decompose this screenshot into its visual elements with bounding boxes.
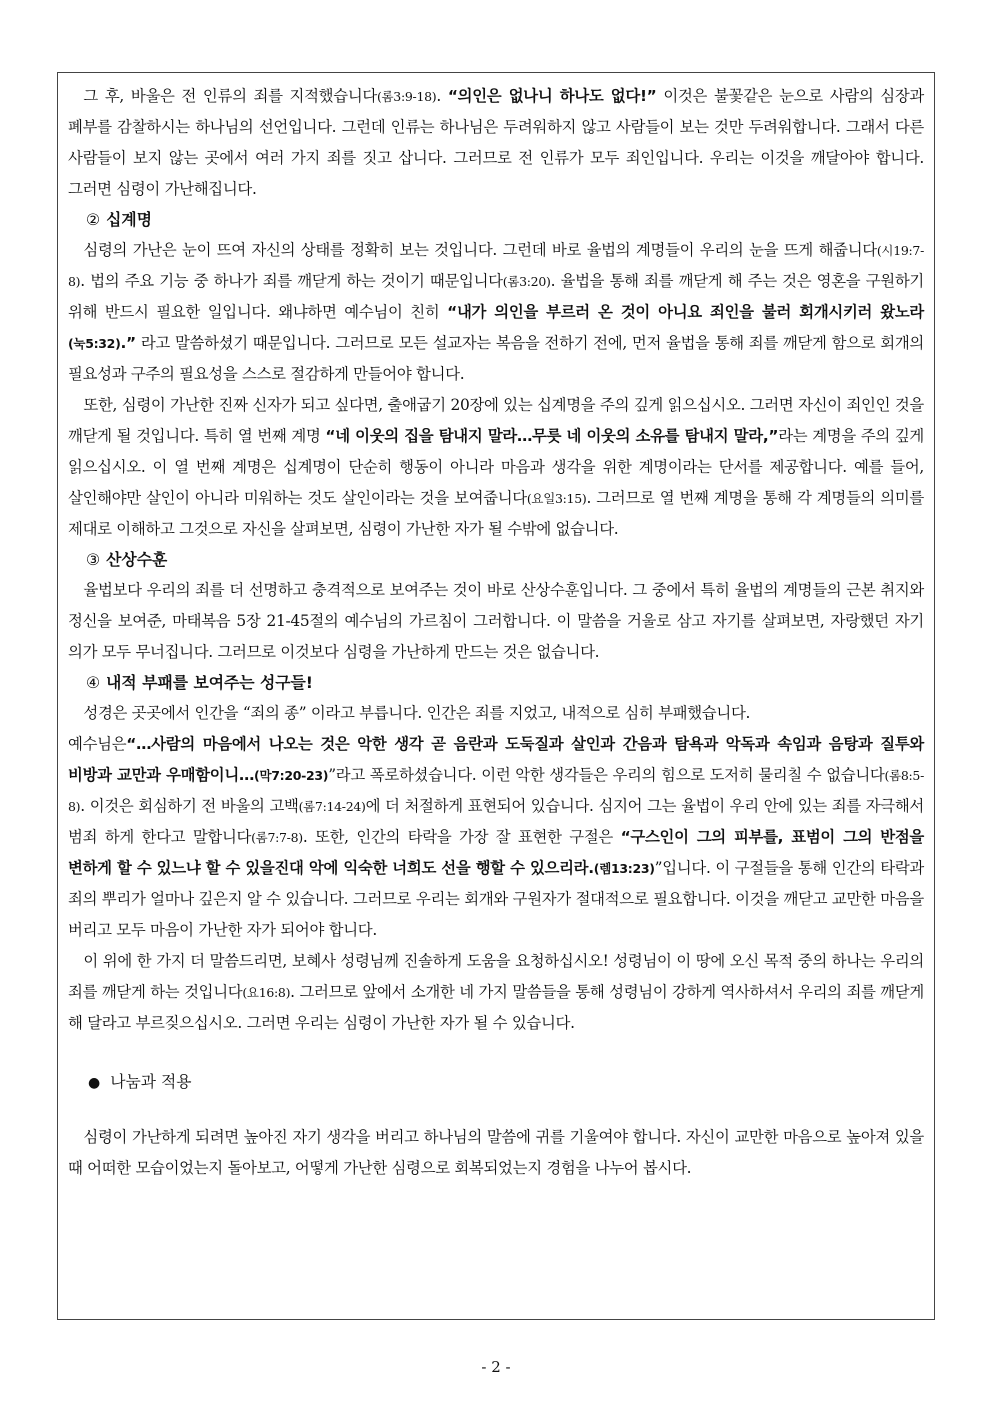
scripture-ref: (롬3:9-18) <box>376 89 437 104</box>
sharing-heading: ● 나눔과 적용 <box>88 1072 192 1091</box>
ten-commandments-paragraph-1: 심령의 가난은 눈이 뜨여 자신의 상태를 정확히 보는 것입니다. 그런데 바로 율법의 계명들이 우리의 눈을 뜨게 해줍니다(시19:7-8). 법의 주요 기능 중 하나가 죄를 깨닫게 하는 것이기 때문입니다(롬3:20). 율법을 통해 죄를 깨닫게 해 주는 것은 영혼을 구원하기 위해 반드시 필요한 일입니다. 왜냐하면 예수님이 친히 “내가 의인을 부르러 온 것이 아니요 죄인을 불러 회개시키러 왔노라(눅5:32).” 라고 말씀하셨기 때문입니다. 그러므로 모든 설교자는 복음을 전하기 전에, 먼저 율법을 통해 죄를 깨닫게 함으로 회개의 필요성과 구주의 필요성을 스스로 절감하게 만들어야 합니다. <box>68 241 924 383</box>
scripture-ref: (롬3:20) <box>502 274 551 289</box>
scripture-ref: (롬8:5-8) <box>68 768 924 814</box>
bullet-icon: ● <box>88 1075 101 1091</box>
section-heading-sermon-on-the-mount: ③ 산상수훈 <box>86 550 168 569</box>
scripture-ref: (롬7:14-24) <box>298 799 366 814</box>
intro-paragraph: 그 후, 바울은 전 인류의 죄를 지적했습니다(롬3:9-18). “의인은 없나니 하나도 없다!” 이것은 불꽃같은 눈으로 사람의 심장과 폐부를 감찰하시는 하나님의 선언입니다. 그런데 인류는 하나님은 두려워하지 않고 사람들이 보는 것만 두려워합니다. 그래서 다른 사람들이 보지 않는 곳에서 여러 가지 죄를 짓고 삽니다. 그러므로 전 인류가 모두 죄인입니다. 우리는 이것을 깨달아야 합니다. 그러면 심령이 가난해집니다. <box>68 87 924 198</box>
quote: “의인은 없나니 하나도 없다!” <box>447 87 657 105</box>
corruption-paragraph-1: 성경은 곳곳에서 인간을 “죄의 종” 이라고 부릅니다. 인간은 죄를 지었고, 내적으로 심히 부패했습니다. <box>83 704 751 722</box>
section-heading-ten-commandments: ② 십계명 <box>86 210 152 229</box>
quote: “내가 의인을 부르러 온 것이 아니요 죄인을 불러 회개시키러 왔노라(눅5:32).” <box>68 303 924 352</box>
corruption-paragraph-3: 이 위에 한 가지 더 말씀드리면, 보혜사 성령님께 진솔하게 도움을 요청하십시오! 성령님이 이 땅에 오신 목적 중의 하나는 우리의 죄를 깨닫게 하는 것입니다(요16:8). 그러므로 앞에서 소개한 네 가지 말씀들을 통해 성령님이 강하게 역사하셔서 우리의 죄를 깨닫게 해 달라고 부르짖으십시오. 그러면 우리는 심령이 가난한 자가 될 수 있습니다. <box>68 952 924 1032</box>
page-number: - 2 - <box>481 1358 511 1376</box>
sharing-paragraph: 심령이 가난하게 되려면 높아진 자기 생각을 버리고 하나님의 말씀에 귀를 기울여야 합니다. 자신이 교만한 마음으로 높아져 있을 때 어떠한 모습이었는지 돌아보고, 어떻게 가난한 심령으로 회복되었는지 경험을 나누어 봅시다. <box>68 1128 924 1177</box>
scripture-ref: (요일3:15) <box>526 491 587 506</box>
corruption-paragraph-2: 예수님은“…사람의 마음에서 나오는 것은 악한 생각 곧 음란과 도둑질과 살인과 간음과 탐욕과 악독과 속임과 음탕과 질투와 비방과 교만과 우매함이니…(막7:20-23)”라고 폭로하셨습니다. 이런 악한 생각들은 우리의 힘으로 도저히 물리칠 수 없습니다(롬8:5-8). 이것은 회심하기 전 바울의 고백(롬7:14-24)에 더 처절하게 표현되어 있습니다. 심지어 그는 율법이 우리 안에 있는 죄를 자극해서 범죄 하게 한다고 말합니다(롬7:7-8). 또한, 인간의 타락을 가장 잘 표현한 구절은 “구스인이 그의 피부를, 표범이 그의 반점을 변하게 할 수 있느냐 할 수 있을진대 악에 익숙한 너희도 선을 행할 수 있으리라.(렘13:23)”입니다. 이 구절들을 통해 인간의 타락과 죄의 뿌리가 얼마나 깊은지 알 수 있습니다. 그러므로 우리는 회개와 구원자가 절대적으로 필요합니다. 이것을 깨닫고 교만한 마음을 버리고 모두 마음이 가난한 자가 되어야 합니다. <box>68 735 924 939</box>
section-heading-inner-corruption: ④ 내적 부패를 보여주는 성구들! <box>86 673 313 692</box>
quote: “네 이웃의 집을 탐내지 말라…무릇 네 이웃의 소유를 탐내지 말라,” <box>325 427 779 445</box>
scripture-ref: (롬7:7-8) <box>251 830 303 845</box>
ten-commandments-paragraph-2: 또한, 심령이 가난한 진짜 신자가 되고 싶다면, 출애굽기 20장에 있는 십계명을 주의 깊게 읽으십시오. 그러면 자신이 죄인인 것을 깨닫게 될 것입니다. 특히 열 번째 계명 “네 이웃의 집을 탐내지 말라…무릇 네 이웃의 소유를 탐내지 말라,”라는 계명을 주의 깊게 읽으십시오. 이 열 번째 계명은 십계명이 단순히 행동이 아니라 마음과 생각을 위한 계명이라는 단서를 제공합니다. 예를 들어, 살인해야만 살인이 아니라 미워하는 것도 살인이라는 것을 보여줍니다(요일3:15). 그러므로 열 번째 계명을 통해 각 계명들의 의미를 제대로 이해하고 그것으로 자신을 살펴보면, 심령이 가난한 자가 될 수밖에 없습니다. <box>68 396 924 538</box>
scripture-ref: (시19:7-8) <box>68 243 924 289</box>
sermon-paragraph: 율법보다 우리의 죄를 더 선명하고 충격적으로 보여주는 것이 바로 산상수훈입니다. 그 중에서 특히 율법의 계명들의 근본 취지와 정신을 보여준, 마태복음 5장 21-45절의 예수님의 가르침이 그러합니다. 이 말씀을 거울로 삼고 자기를 살펴보면, 자랑했던 자기 의가 모두 무너집니다. 그러므로 이것보다 심령을 가난하게 만드는 것은 없습니다. <box>68 581 924 661</box>
content-frame <box>57 72 935 1320</box>
quote: “구스인이 그의 피부를, 표범이 그의 반점을 변하게 할 수 있느냐 할 수 있을진대 악에 익숙한 너희도 선을 행할 수 있으리라.(렘13:23) <box>68 828 924 877</box>
quote: “…사람의 마음에서 나오는 것은 악한 생각 곧 음란과 도둑질과 살인과 간음과 탐욕과 악독과 속임과 음탕과 질투와 비방과 교만과 우매함이니…(막7:20-23) <box>68 735 924 784</box>
scripture-ref: (요16:8) <box>242 985 291 1000</box>
